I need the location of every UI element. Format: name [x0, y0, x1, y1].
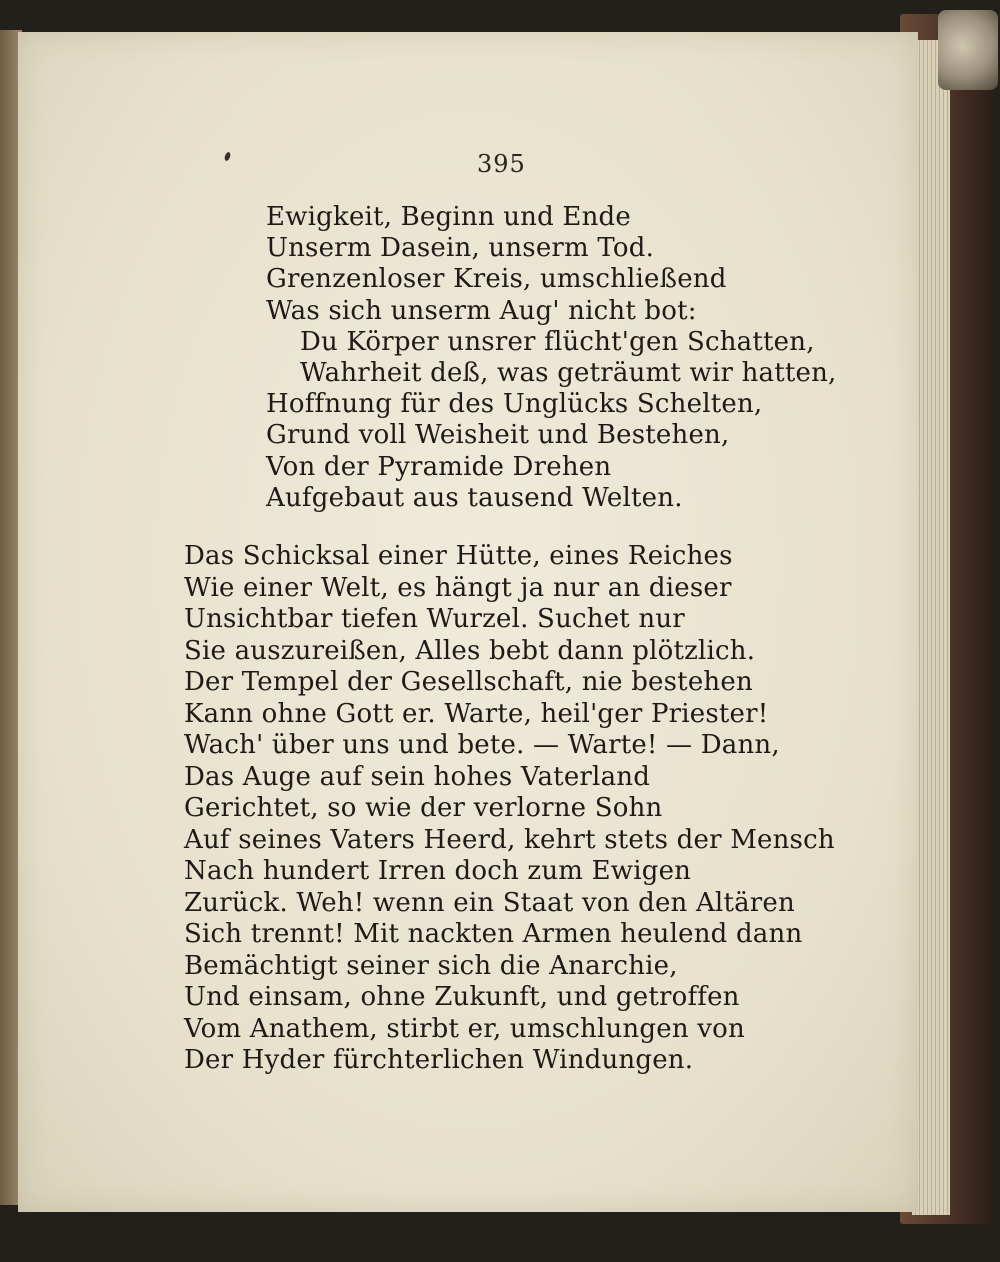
- verse-line: Das Schicksal einer Hütte, eines Reiches: [184, 541, 733, 571]
- verse-line: Auf seines Vaters Heerd, kehrt stets der Mensch: [184, 824, 835, 855]
- verse-line: Grund voll Weisheit und Bestehen,: [266, 420, 730, 451]
- verse-line: Nach hundert Irren doch zum Ewigen: [184, 856, 692, 886]
- verse-line: Bemächtigt seiner sich die Anarchie,: [184, 950, 678, 981]
- verse-line: Hoffnung für des Unglücks Schelten,: [266, 389, 763, 420]
- page-number: 395: [477, 150, 526, 178]
- verse-line: Und einsam, ohne Zukunft, und getroffen: [184, 982, 740, 1012]
- verse-line: Wie einer Welt, es hängt ja nur an dieser: [184, 572, 732, 603]
- verse-line: Der Hyder fürchterlichen Windungen.: [184, 1045, 694, 1075]
- verse-line: Ewigkeit, Beginn und Ende: [266, 202, 631, 232]
- verse-line: Zurück. Weh! wenn ein Staat von den Altären: [184, 887, 795, 918]
- verse-line: Unsichtbar tiefen Wurzel. Suchet nur: [184, 604, 685, 634]
- verse-line: Der Tempel der Gesellschaft, nie bestehen: [184, 667, 753, 697]
- verse-line: Wach' über uns und bete. — Warte! — Dann,: [184, 730, 780, 760]
- verse-line: Grenzenloser Kreis, umschließend: [266, 264, 727, 295]
- verse-line: Von der Pyramide Drehen: [266, 451, 612, 482]
- verse-line: Sie auszureißen, Alles bebt dann plötzlich.: [184, 635, 756, 666]
- verse-line: Was sich unserm Aug' nicht bot:: [266, 295, 697, 326]
- verse-line: Sich trennt! Mit nackten Armen heulend dann: [184, 919, 803, 949]
- verse-line: Aufgebaut aus tausend Welten.: [266, 482, 683, 513]
- verse-line: Vom Anathem, stirbt er, umschlungen von: [184, 1013, 745, 1044]
- verse-line: Unserm Dasein, unserm Tod.: [266, 233, 655, 264]
- stanza-1: [266, 202, 837, 514]
- verse-line-indented: Du Körper unsrer flücht'gen Schatten,: [300, 326, 815, 357]
- verse-line: Das Auge auf sein hohes Vaterland: [184, 761, 651, 792]
- verse-line-indented: Wahrheit deß, was geträumt wir hatten,: [300, 357, 837, 388]
- verse-line: Kann ohne Gott er. Warte, heil'ger Priester!: [184, 698, 769, 729]
- verse-line: Gerichtet, so wie der verlorne Sohn: [184, 793, 663, 823]
- binding-tear: [938, 10, 998, 90]
- stanza-2: [184, 541, 835, 1077]
